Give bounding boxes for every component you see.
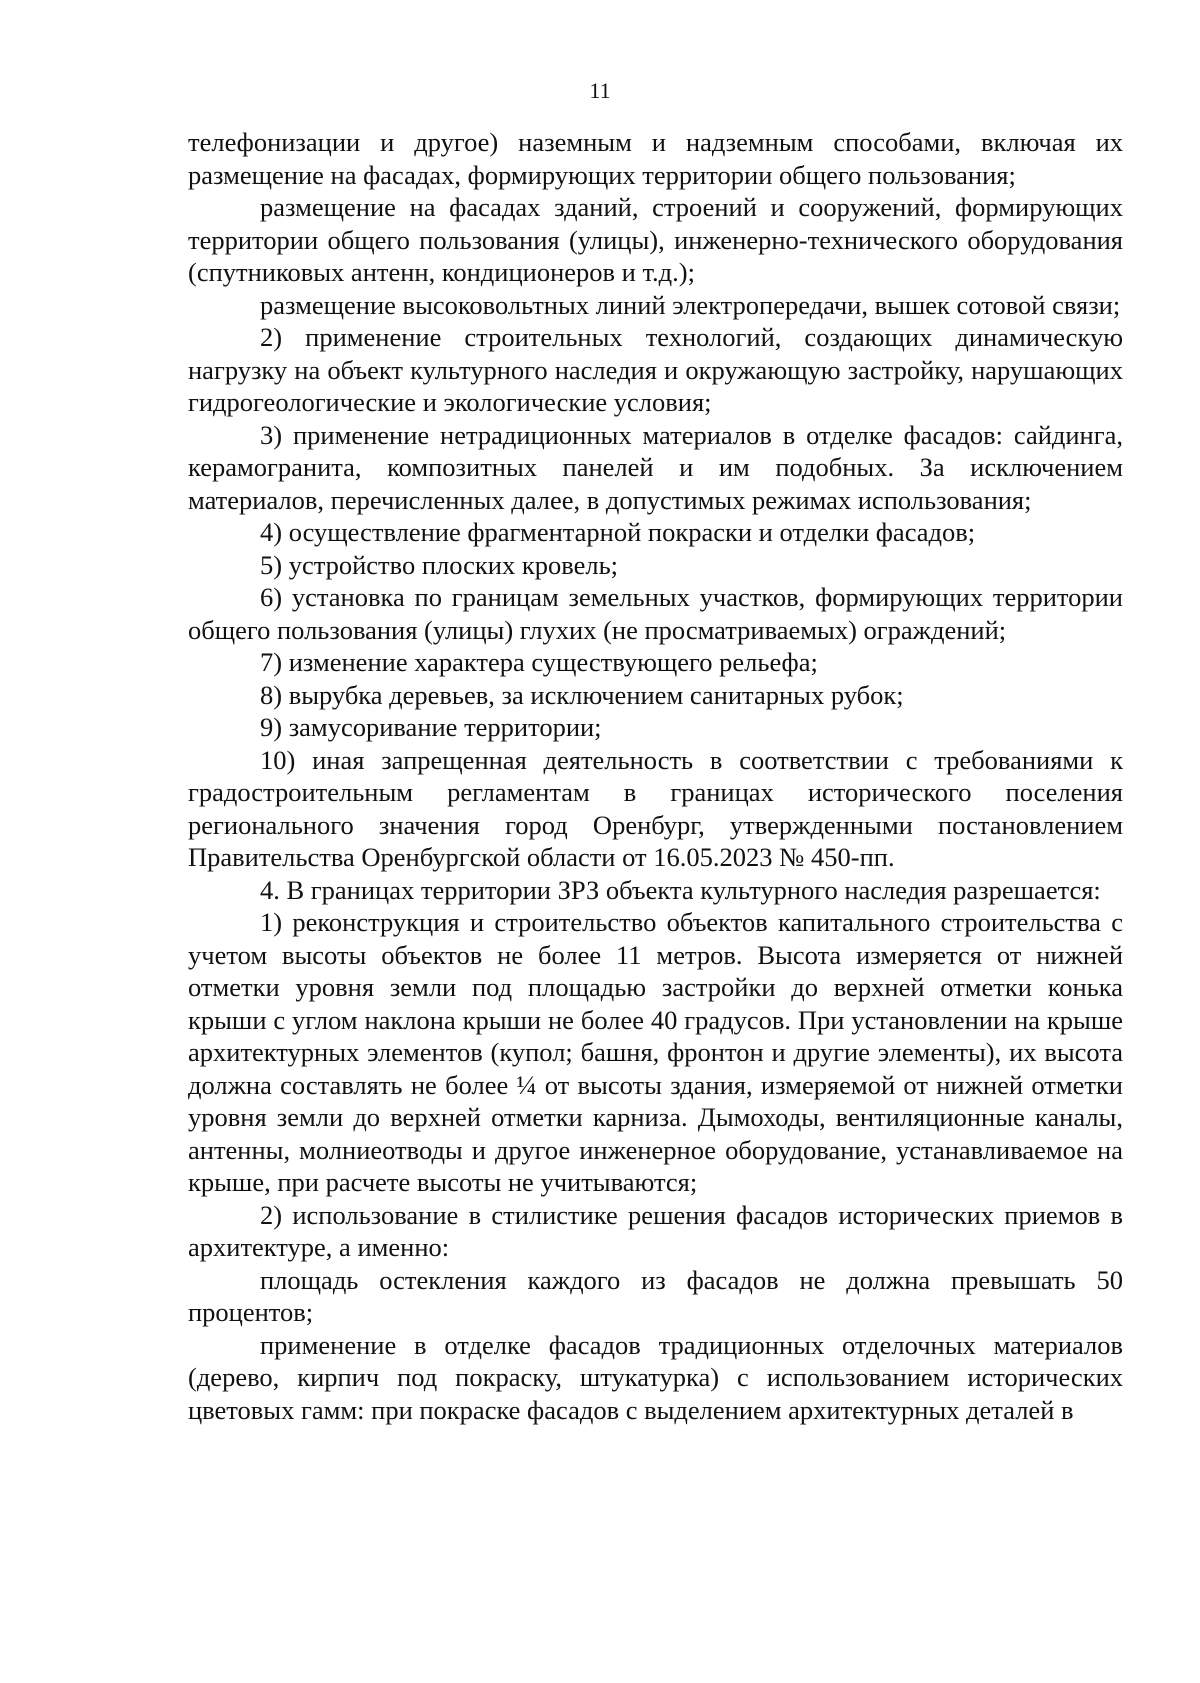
- list-item-2: 2) применение строительных технологий, создающих динамическую нагрузку на объект культурного наследия и окружающую застройку, нарушающих гидрогеологические и экологические условия;: [188, 322, 1123, 417]
- list-item-4: 4) осуществление фрагментарной покраски и отделки фасадов;: [260, 517, 976, 547]
- list-item-6: 6) установка по границам земельных участков, формирующих территории общего пользования (улицы) глухих (не просматриваемых) ограждений;: [188, 582, 1123, 645]
- list-item-8: 8) вырубка деревьев, за исключением санитарных рубок;: [260, 679, 904, 710]
- list-item-5: 5) устройство плоских кровель;: [260, 549, 619, 580]
- paragraph-facades-equipment: размещение на фасадах зданий, строений и сооружений, формирующих территории общего пользования (улицы), инженерно-технического оборудования (спутниковых антенн, кондиционеров и т.д.);: [188, 192, 1123, 287]
- paragraph-high-voltage-lines: размещение высоковольтных линий электропередачи, вышек сотовой связи;: [260, 289, 1121, 320]
- paragraph-continuation: телефонизации и другое) наземным и надземным способами, включая их размещение на фасадах, формирующих территории общего пользования;: [188, 127, 1123, 190]
- page-number: 11: [589, 78, 611, 103]
- paragraph-traditional-materials: применение в отделке фасадов традиционных отделочных материалов (дерево, кирпич под покраску, штукатурка) с использованием исторических цветовых гамм: при покраске фасадов с выделением архитектурных деталей в: [188, 1329, 1123, 1425]
- allowed-item-1: 1) реконструкция и строительство объектов капитального строительства с учетом высоты объектов не более 11 метров. Высота измеряется от нижней отметки уровня земли под площадью застройки до верхней отметки конька крыши с углом наклона крыши не более 40 градусов. При установлении на крыше архитектурных элементов (купол; башня, фронтон и другие элементы), их высота должна составлять не более ¼ от высоты здания, измеряемой от нижней отметки уровня земли до верхней отметки карниза. Дымоходы, вентиляционные каналы, антенны, молниеотводы и другое инженерное оборудование, устанавливаемое на крыше, при расчете высоты не учитываются;: [188, 907, 1123, 1197]
- list-item-7: 7) изменение характера существующего рельефа;: [260, 647, 818, 677]
- document-body: [188, 126, 1123, 1426]
- list-item-10: 10) иная запрещенная деятельность в соответствии с требованиями к градостроительным регламентам в границах исторического поселения регионального значения город Оренбург, утвержденными постановлением Правительства Оренбургской области от 16.05.2023 № 450-пп.: [188, 744, 1123, 872]
- list-item-9: 9) замусоривание территории;: [260, 712, 602, 742]
- allowed-item-2: 2) использование в стилистике решения фасадов исторических приемов в архитектуре, а именно:: [188, 1199, 1123, 1262]
- paragraph-glazing-area: площадь остекления каждого из фасадов не должна превышать 50 процентов;: [188, 1264, 1123, 1327]
- section-4-heading: 4. В границах территории ЗРЗ объекта культурного наследия разрешается:: [260, 874, 1101, 905]
- list-item-3: 3) применение нетрадиционных материалов в отделке фасадов: сайдинга, керамогранита, композитных панелей и им подобных. За исключением материалов, перечисленных далее, в допустимых режимах использования;: [188, 419, 1123, 515]
